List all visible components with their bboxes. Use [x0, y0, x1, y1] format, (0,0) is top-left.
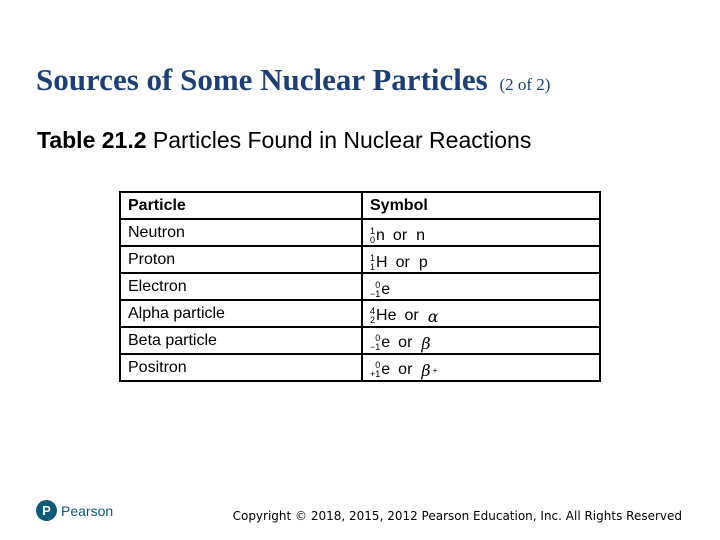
particle-symbol [362, 219, 600, 246]
particle-name: Proton [120, 246, 362, 273]
mass-number: 0 [375, 333, 381, 344]
element-symbol: H [376, 253, 388, 271]
table-row [120, 273, 600, 300]
element-symbol: e [381, 334, 391, 352]
particle-name: Positron [120, 354, 362, 381]
element-symbol: He [376, 307, 397, 325]
table-row [120, 327, 600, 354]
alternate-symbol: α [427, 306, 439, 326]
mass-number: 1 [370, 252, 376, 263]
element-symbol: n [376, 226, 385, 244]
table-caption-text: Particles Found in Nuclear Reactions [152, 127, 532, 153]
header-symbol: Symbol [362, 192, 600, 219]
charge-number: 0 [370, 234, 376, 245]
charge-number: 2 [370, 315, 376, 326]
header-particle: Particle [120, 192, 362, 219]
table-row [120, 219, 600, 246]
particle-symbol [362, 273, 600, 300]
particle-name: Beta particle [120, 327, 362, 354]
particle-symbol [362, 246, 600, 273]
mass-number: 0 [375, 360, 381, 371]
table-row [120, 354, 600, 381]
mass-number: 1 [370, 225, 376, 236]
alternate-symbol-charge: + [432, 365, 438, 375]
table-row [120, 300, 600, 327]
or-word: or [398, 334, 413, 352]
particle-symbol [362, 327, 600, 354]
alternate-symbol: p [418, 253, 428, 271]
charge-number: −1 [370, 342, 381, 353]
charge-number: +1 [370, 369, 381, 380]
particle-symbol [362, 354, 600, 381]
copyright-text: Copyright © 2018, 2015, 2012 Pearson Education, Inc. All Rights Reserved [232, 509, 682, 523]
table-caption-label: Table 21.2 [37, 127, 147, 153]
alternate-symbol: β [421, 333, 431, 353]
or-word: or [404, 307, 419, 325]
or-word: or [398, 361, 413, 379]
charge-number: −1 [370, 288, 381, 299]
particle-name: Neutron [120, 219, 362, 246]
pearson-logo-text: Pearson [61, 502, 114, 519]
alternate-symbol: n [416, 226, 426, 244]
alternate-symbol: β [421, 360, 431, 380]
particle-name: Alpha particle [120, 300, 362, 327]
or-word: or [392, 226, 408, 244]
or-word: or [395, 253, 410, 271]
element-symbol: e [381, 361, 391, 379]
slide-title-sub: (2 of 2) [499, 75, 551, 94]
particle-symbol [362, 300, 600, 327]
charge-number: 1 [370, 261, 376, 272]
table-caption [37, 127, 531, 154]
particle-name: Electron [120, 273, 362, 300]
pearson-logo [36, 500, 113, 521]
mass-number: 4 [370, 306, 376, 317]
element-symbol: e [381, 280, 391, 298]
table-header-row [120, 192, 600, 219]
table-row [120, 246, 600, 273]
slide-title-main: Sources of Some Nuclear Particles [36, 62, 488, 97]
mass-number: 0 [375, 279, 381, 290]
pearson-logo-icon: P [36, 500, 57, 521]
particles-table [119, 191, 601, 382]
slide-title [36, 62, 550, 98]
